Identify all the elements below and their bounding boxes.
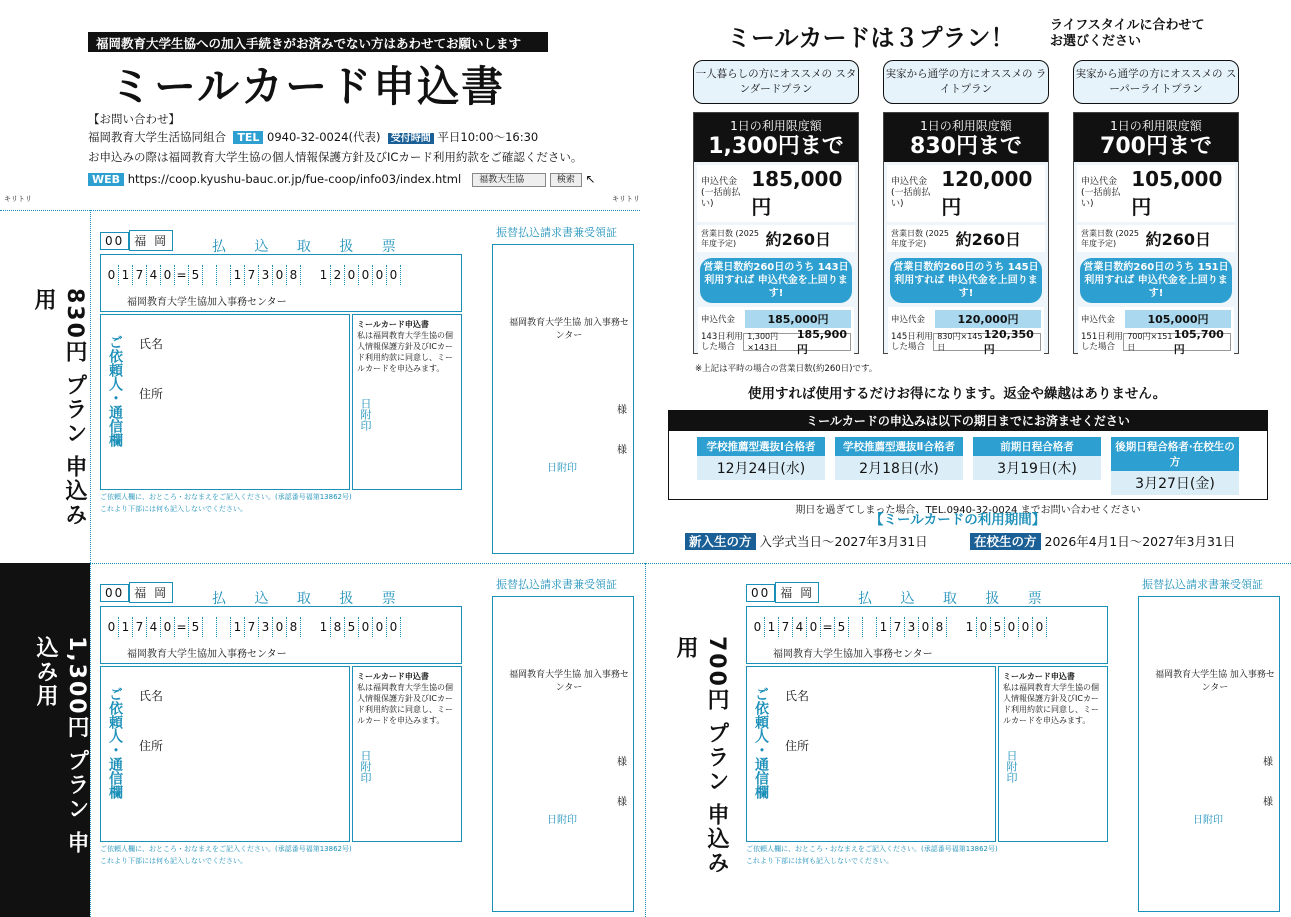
digit: 4 bbox=[793, 617, 807, 637]
cmp-use-bar bbox=[933, 327, 1041, 356]
plan-limit-header bbox=[694, 113, 858, 162]
digit: 0 bbox=[105, 265, 119, 285]
cmp-use-bar bbox=[1123, 327, 1231, 356]
kiritori-mark: キリトリ bbox=[612, 195, 640, 203]
account-block bbox=[100, 254, 462, 312]
plan-label-830: 830円 プラン 申込み用 bbox=[31, 288, 87, 528]
digit: = bbox=[175, 265, 189, 285]
digit: 5 bbox=[189, 265, 203, 285]
sama: 様 bbox=[1263, 797, 1273, 808]
deadline-grid bbox=[669, 431, 1267, 495]
footer-note: ご依頼人欄に、おところ・おなまえをご記入ください。(承認番号福第13862号) bbox=[100, 845, 352, 853]
memo-title: ミールカード申込書 bbox=[357, 320, 429, 329]
plan-body bbox=[693, 112, 859, 354]
amount-digit: 0 bbox=[345, 265, 359, 285]
account-digits bbox=[101, 255, 461, 285]
period-new-value: 入学式当日～2027年3月31日 bbox=[759, 534, 928, 549]
cmp-fee-label: 申込代金 bbox=[891, 315, 926, 325]
amount-digit: 1 bbox=[317, 265, 331, 285]
days-row bbox=[1077, 225, 1235, 252]
stamp-label: 日附印 bbox=[547, 815, 577, 826]
receipt-payee: 福岡教育大学生協 加入事務センター bbox=[1155, 670, 1275, 693]
below-note: これより下部には何も記入しないでください。 bbox=[100, 505, 247, 513]
bank-code bbox=[100, 582, 173, 603]
notice-bar: 福岡教育大学生協への加入手続きがお済みでない方はあわせてお願いします bbox=[88, 32, 548, 52]
period-current-value: 2026年4月1日～2027年3月31日 bbox=[1044, 534, 1236, 549]
deadline-date: 12月24日(水) bbox=[697, 456, 825, 480]
search-box[interactable]: 福教大生協 bbox=[472, 173, 546, 187]
org-name: 福岡教育大学生活協同組合 bbox=[88, 130, 226, 144]
deadline-heading: ミールカードの申込みは以下の期日までにお済ませください bbox=[669, 411, 1267, 431]
digit: 3 bbox=[905, 617, 919, 637]
days-value: 約260日 bbox=[1145, 230, 1211, 249]
cmp-total: 185,900円 bbox=[796, 327, 847, 356]
cmp-total: 120,350円 bbox=[983, 327, 1034, 356]
sama: 様 bbox=[1263, 757, 1273, 768]
digit: 0 bbox=[807, 617, 821, 637]
amount-digit: 0 bbox=[373, 617, 387, 637]
receipt-payee: 福岡教育大学生協 加入事務センター bbox=[509, 670, 629, 693]
stamp-label: 日附印 bbox=[1193, 815, 1223, 826]
digit bbox=[203, 265, 217, 285]
limit-value: 700円まで bbox=[1100, 134, 1212, 159]
plans-title: ミールカードは３プラン！ bbox=[727, 24, 1015, 52]
below-note: これより下部には何も記入しないでください。 bbox=[100, 857, 247, 865]
memo-block bbox=[352, 314, 462, 490]
comparison bbox=[1078, 307, 1234, 355]
account-block bbox=[100, 606, 462, 664]
deadline-box bbox=[668, 410, 1268, 516]
requester-label: ご依頼人・通信欄 bbox=[107, 687, 123, 799]
digit: 0 bbox=[161, 617, 175, 637]
digit: 1 bbox=[119, 265, 133, 285]
receipt-block bbox=[492, 596, 634, 912]
plan-body bbox=[883, 112, 1049, 354]
cmp-use-bar bbox=[743, 327, 851, 356]
plan-body bbox=[1073, 112, 1239, 354]
fee-value: 185,000円 bbox=[751, 167, 843, 219]
cut-line bbox=[645, 563, 646, 917]
digit: 0 bbox=[751, 617, 765, 637]
footer-note: ご依頼人欄に、おところ・おなまえをご記入ください。(承認番号福第13862号) bbox=[746, 845, 998, 853]
digit: 3 bbox=[259, 265, 273, 285]
cmp-fee-bar: 185,000円 bbox=[745, 310, 851, 328]
address-label: 住所 bbox=[139, 387, 164, 401]
digit: 8 bbox=[933, 617, 947, 637]
receipt-title: 振替払込請求書兼受領証 bbox=[496, 578, 617, 591]
digit: 0 bbox=[105, 617, 119, 637]
requester-block bbox=[100, 666, 350, 842]
memo-title: ミールカード申込書 bbox=[357, 672, 429, 681]
digit: = bbox=[821, 617, 835, 637]
amount-digit: 0 bbox=[387, 617, 401, 637]
days-label: 営業日数 (2025年度予定) bbox=[891, 228, 950, 248]
form-title: 払 込 取 扱 票 bbox=[858, 591, 1054, 607]
digit: 7 bbox=[891, 617, 905, 637]
form-title: 払 込 取 扱 票 bbox=[212, 591, 408, 607]
days-value: 約260日 bbox=[765, 230, 831, 249]
fee-value: 120,000円 bbox=[941, 167, 1033, 219]
payee-name: 福岡教育大学生協加入事務センター bbox=[127, 297, 287, 308]
name-label: 氏名 bbox=[785, 689, 810, 703]
requester-label: ご依頼人・通信欄 bbox=[753, 687, 769, 799]
plan-label-700: 700円 プラン 申込み用 bbox=[673, 636, 729, 876]
name-label: 氏名 bbox=[139, 337, 164, 351]
cmp-use-label: 143日利用 した場合 bbox=[701, 332, 743, 352]
digit: 7 bbox=[245, 617, 259, 637]
below-note: これより下部には何も記入しないでください。 bbox=[746, 857, 893, 865]
digit: 1 bbox=[231, 617, 245, 637]
cmp-fee-bar: 105,000円 bbox=[1125, 310, 1231, 328]
days-value: 約260日 bbox=[955, 230, 1021, 249]
web-tag: WEB bbox=[88, 173, 124, 186]
name-label: 氏名 bbox=[139, 689, 164, 703]
digit bbox=[863, 617, 877, 637]
limit-label: 1日の利用限度額 bbox=[920, 119, 1012, 133]
period-current bbox=[970, 532, 1235, 550]
digit: 1 bbox=[119, 617, 133, 637]
amount-digit: 0 bbox=[359, 617, 373, 637]
digit bbox=[217, 265, 231, 285]
digit bbox=[217, 617, 231, 637]
amount-digit: 0 bbox=[1019, 617, 1033, 637]
bank-num: 00 bbox=[100, 232, 129, 250]
cmp-calc: 830円×145日 bbox=[937, 332, 983, 352]
plan-bubble: 実家から通学の方にオススメの スーパーライトプラン bbox=[1073, 60, 1239, 104]
deadline-item bbox=[1111, 437, 1239, 495]
period-new-label: 新入生の方 bbox=[685, 533, 756, 550]
requester-block bbox=[746, 666, 996, 842]
fee-value: 105,000円 bbox=[1131, 167, 1223, 219]
digit: 7 bbox=[245, 265, 259, 285]
digit: 8 bbox=[287, 617, 301, 637]
break-even-pill: 営業日数約260日のうち 143日利用すれば 申込代金を上回ります! bbox=[700, 258, 852, 303]
cmp-use-label: 145日利用 した場合 bbox=[891, 332, 933, 352]
sama: 様 bbox=[617, 405, 627, 416]
footnote: ※上記は平時の場合の営業日数(約260日)です。 bbox=[695, 364, 878, 374]
period-new bbox=[685, 532, 928, 550]
deadline-item bbox=[835, 437, 963, 495]
contact-heading: 【お問い合わせ】 bbox=[88, 112, 180, 126]
break-even-pill: 営業日数約260日のうち 151日利用すれば 申込代金を上回ります! bbox=[1080, 258, 1232, 303]
sama: 様 bbox=[617, 757, 627, 768]
amount-digit: 1 bbox=[963, 617, 977, 637]
receipt-title: 振替払込請求書兼受領証 bbox=[496, 226, 617, 239]
digit bbox=[849, 617, 863, 637]
stamp-label: 日附印 bbox=[1005, 750, 1018, 783]
bank-name: 福 岡 bbox=[129, 230, 173, 251]
cmp-fee-bar: 120,000円 bbox=[935, 310, 1041, 328]
plan-limit-header bbox=[1074, 113, 1238, 162]
comparison bbox=[888, 307, 1044, 355]
bank-code bbox=[100, 230, 173, 251]
digit: 7 bbox=[133, 265, 147, 285]
cut-line bbox=[0, 210, 640, 211]
digit: = bbox=[175, 617, 189, 637]
limit-value: 1,300円まで bbox=[708, 134, 844, 159]
sama: 様 bbox=[617, 797, 627, 808]
stamp-label: 日附印 bbox=[359, 750, 372, 783]
bank-name: 福 岡 bbox=[775, 582, 819, 603]
footer-note: ご依頼人欄に、おところ・おなまえをご記入ください。(承認番号福第13862号) bbox=[100, 493, 352, 501]
amount-digit: 0 bbox=[1033, 617, 1047, 637]
plan-limit-header bbox=[884, 113, 1048, 162]
account-digits bbox=[101, 607, 461, 637]
amount-digit: 0 bbox=[387, 265, 401, 285]
digit: 7 bbox=[779, 617, 793, 637]
amount-digit: 2 bbox=[331, 265, 345, 285]
amount-digit: 1 bbox=[317, 617, 331, 637]
memo-block bbox=[998, 666, 1108, 842]
comparison bbox=[698, 307, 854, 355]
requester-label: ご依頼人・通信欄 bbox=[107, 335, 123, 447]
payee-name: 福岡教育大学生協加入事務センター bbox=[773, 649, 933, 660]
cmp-use-label: 151日利用 した場合 bbox=[1081, 332, 1123, 352]
hours-text: 平日10:00～16:30 bbox=[437, 130, 539, 144]
amount-digit: 0 bbox=[1005, 617, 1019, 637]
digit: 4 bbox=[147, 265, 161, 285]
page-title: ミールカード申込書 bbox=[110, 62, 506, 111]
bank-code bbox=[746, 582, 819, 603]
digit: 7 bbox=[133, 617, 147, 637]
fee-row bbox=[887, 165, 1045, 222]
info-line: 使用すれば使用するだけお得になります。返金や繰越はありません。 bbox=[748, 386, 1167, 402]
receipt-title: 振替払込請求書兼受領証 bbox=[1142, 578, 1263, 591]
contact-org-line bbox=[88, 128, 648, 148]
fee-row bbox=[697, 165, 855, 222]
digit: 8 bbox=[287, 265, 301, 285]
cmp-fee-label: 申込代金 bbox=[1081, 315, 1116, 325]
payment-form-1300 bbox=[100, 578, 640, 912]
break-even-pill: 営業日数約260日のうち 145日利用すれば 申込代金を上回ります! bbox=[890, 258, 1042, 303]
bank-name: 福 岡 bbox=[129, 582, 173, 603]
days-row bbox=[697, 225, 855, 252]
cmp-total: 105,700円 bbox=[1173, 327, 1224, 356]
digit: 0 bbox=[273, 617, 287, 637]
tel-number: 0940-32-0024(代表) bbox=[267, 130, 381, 144]
receipt-payee: 福岡教育大学生協 加入事務センター bbox=[509, 318, 629, 341]
fee-label: 申込代金 (一括前払い) bbox=[891, 177, 931, 209]
amount-digit: 8 bbox=[331, 617, 345, 637]
web-url[interactable]: https://coop.kyushu-bauc.or.jp/fue-coop/info03/index.html bbox=[127, 172, 462, 186]
digit: 4 bbox=[147, 617, 161, 637]
days-label: 営業日数 (2025年度予定) bbox=[1081, 228, 1140, 248]
hours-tag: 受付時間 bbox=[388, 133, 434, 144]
tel-tag: TEL bbox=[233, 131, 263, 144]
deadline-footer: 期日を過ぎてしまった場合、TEL.0940-32-0024 までお問い合わせください bbox=[795, 505, 1141, 516]
digit bbox=[203, 617, 217, 637]
account-digits bbox=[747, 607, 1107, 637]
digit: 1 bbox=[231, 265, 245, 285]
plans-subtitle: ライフスタイルに合わせて お選びください bbox=[1050, 18, 1205, 49]
receipt-block bbox=[492, 244, 634, 554]
days-label: 営業日数 (2025年度予定) bbox=[701, 228, 760, 248]
search-button[interactable]: 検索 bbox=[550, 173, 582, 187]
period-current-label: 在校生の方 bbox=[970, 533, 1041, 550]
amount-digit: 0 bbox=[359, 265, 373, 285]
digit: 5 bbox=[189, 617, 203, 637]
receipt-block bbox=[1138, 596, 1280, 912]
sama: 様 bbox=[617, 445, 627, 456]
limit-label: 1日の利用限度額 bbox=[1110, 119, 1202, 133]
amount-digit: 5 bbox=[345, 617, 359, 637]
stamp-label: 日附印 bbox=[359, 398, 372, 431]
form-title: 払 込 取 扱 票 bbox=[212, 239, 408, 255]
digit: 3 bbox=[259, 617, 273, 637]
cmp-calc: 1,300円×143日 bbox=[747, 332, 779, 352]
deadline-date: 3月27日(金) bbox=[1111, 471, 1239, 495]
kiritori-mark: キリトリ bbox=[4, 195, 32, 203]
web-line bbox=[88, 170, 648, 189]
fee-label: 申込代金 (一括前払い) bbox=[1081, 177, 1121, 209]
deadline-item bbox=[973, 437, 1101, 495]
contact-info bbox=[88, 110, 648, 189]
payee-name: 福岡教育大学生協加入事務センター bbox=[127, 649, 287, 660]
memo-text: 私は福岡教育大学生協の個人情報保護方針及びICカード利用約款に同意し、ミールカードを申込みます。 bbox=[357, 683, 453, 725]
memo-block bbox=[352, 666, 462, 842]
deadline-date: 2月18日(水) bbox=[835, 456, 963, 480]
amount-digit: 0 bbox=[977, 617, 991, 637]
cmp-calc: 700円×151日 bbox=[1127, 332, 1173, 352]
deadline-date: 3月19日(木) bbox=[973, 456, 1101, 480]
bank-num: 00 bbox=[100, 584, 129, 602]
deadline-category: 後期日程合格者·在校生の方 bbox=[1111, 437, 1239, 471]
digit: 0 bbox=[919, 617, 933, 637]
deadline-category: 前期日程合格者 bbox=[973, 437, 1101, 456]
cmp-fee-label: 申込代金 bbox=[701, 315, 736, 325]
bank-num: 00 bbox=[746, 584, 775, 602]
amount-digit: 0 bbox=[373, 265, 387, 285]
deadline-category: 学校推薦型選抜Ⅱ合格者 bbox=[835, 437, 963, 456]
memo-text: 私は福岡教育大学生協の個人情報保護方針及びICカード利用約款に同意し、ミールカードを申込みます。 bbox=[1003, 683, 1099, 725]
plan-label-1300: 1,300円 プラン 申込み用 bbox=[33, 636, 89, 855]
cursor-icon: ↖ bbox=[585, 172, 596, 186]
plan-bubble: 実家から通学の方にオススメの ライトプラン bbox=[883, 60, 1049, 104]
account-block bbox=[746, 606, 1108, 664]
requester-block bbox=[100, 314, 350, 490]
memo-title: ミールカード申込書 bbox=[1003, 672, 1075, 681]
days-row bbox=[887, 225, 1045, 252]
address-label: 住所 bbox=[139, 739, 164, 753]
fee-label: 申込代金 (一括前払い) bbox=[701, 177, 741, 209]
digit: 5 bbox=[835, 617, 849, 637]
payment-form-830 bbox=[100, 226, 640, 560]
plan-bubble: 一人暮らしの方にオススメの スタンダードプラン bbox=[693, 60, 859, 104]
payment-form-700 bbox=[746, 578, 1286, 912]
memo-text: 私は福岡教育大学生協の個人情報保護方針及びICカード利用約款に同意し、ミールカードを申込みます。 bbox=[357, 331, 453, 373]
deadline-item bbox=[697, 437, 825, 495]
digit: 0 bbox=[161, 265, 175, 285]
limit-label: 1日の利用限度額 bbox=[730, 119, 822, 133]
amount-digit: 5 bbox=[991, 617, 1005, 637]
digit: 0 bbox=[273, 265, 287, 285]
stamp-label: 日附印 bbox=[547, 463, 577, 474]
digit: 1 bbox=[877, 617, 891, 637]
limit-value: 830円まで bbox=[910, 134, 1022, 159]
fee-row bbox=[1077, 165, 1235, 222]
address-label: 住所 bbox=[785, 739, 810, 753]
digit: 1 bbox=[765, 617, 779, 637]
deadline-category: 学校推薦型選抜Ⅰ合格者 bbox=[697, 437, 825, 456]
privacy-note: お申込みの際は福岡教育大学生協の個人情報保護方針及びICカード利用約款をご確認ください。 bbox=[88, 150, 583, 164]
period-title: 【ミールカードの利用期間】 bbox=[870, 512, 1046, 528]
